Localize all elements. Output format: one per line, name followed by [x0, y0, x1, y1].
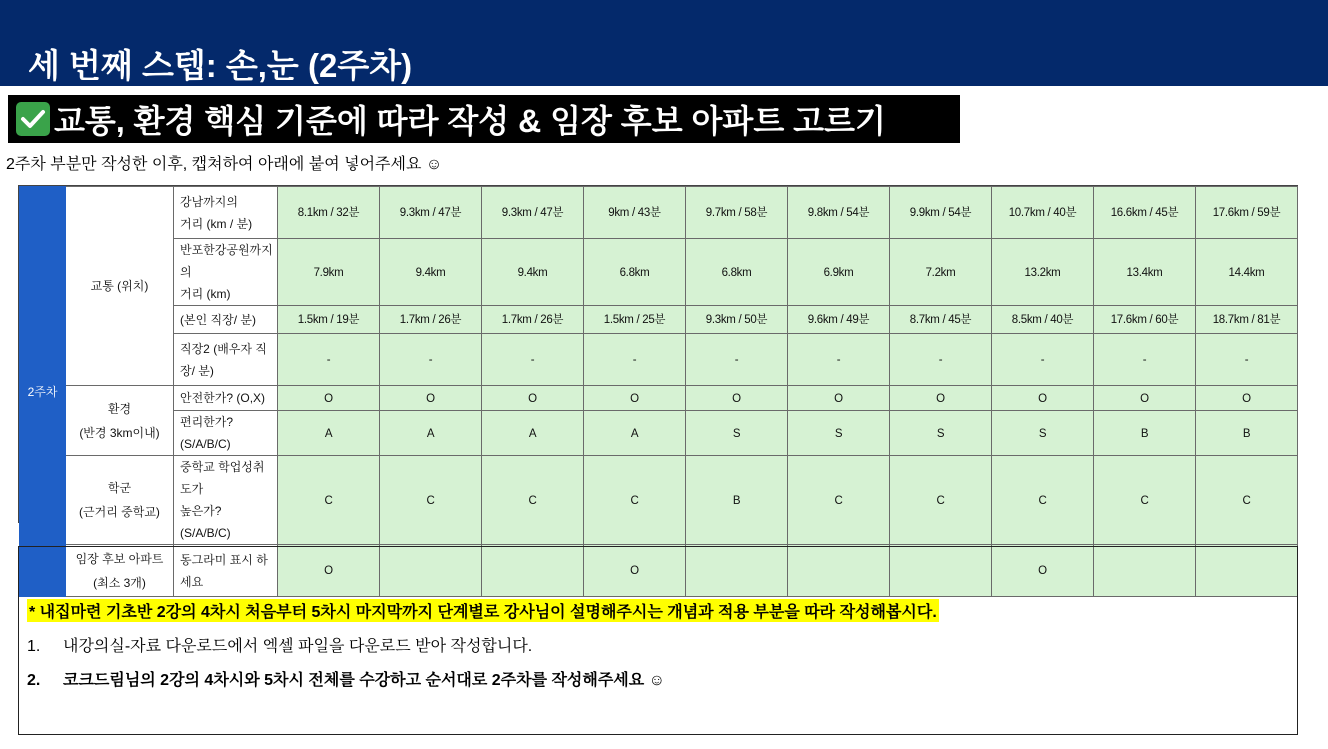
- table-cell: 1.7km / 26분: [482, 306, 584, 334]
- criterion-label: 동그라미 표시 하세요: [174, 545, 278, 597]
- table-cell: O: [1196, 386, 1298, 411]
- list-item: [27, 667, 665, 690]
- table-cell: O: [686, 386, 788, 411]
- table-cell: O: [584, 545, 686, 597]
- table-cell: O: [278, 386, 380, 411]
- table-cell: S: [992, 411, 1094, 456]
- table-cell: 1.7km / 26분: [380, 306, 482, 334]
- table-cell: C: [584, 456, 686, 545]
- table-cell: 8.5km / 40분: [992, 306, 1094, 334]
- table-cell: O: [992, 545, 1094, 597]
- table-cell: A: [584, 411, 686, 456]
- category-school: 학군 (근거리 중학교): [66, 456, 174, 545]
- criterion-label: 반포한강공원까지의 거리 (km): [174, 239, 278, 306]
- table-cell: 6.8km: [686, 239, 788, 306]
- table-cell: 9.4km: [380, 239, 482, 306]
- table-cell: C: [482, 456, 584, 545]
- table-cell: B: [686, 456, 788, 545]
- table-cell: B: [1094, 411, 1196, 456]
- table-cell: 9km / 43분: [584, 187, 686, 239]
- spreadsheet-capture: [18, 185, 1298, 590]
- table-cell: 9.4km: [482, 239, 584, 306]
- table-cell: 14.4km: [1196, 239, 1298, 306]
- table-cell: C: [788, 456, 890, 545]
- table-cell: 16.6km / 45분: [1094, 187, 1196, 239]
- table-cell: 10.7km / 40분: [992, 187, 1094, 239]
- table-cell: S: [788, 411, 890, 456]
- subheading-text: 교통, 환경 핵심 기준에 따라 작성 & 임장 후보 아파트 고르기: [54, 103, 886, 139]
- table-cell: 13.4km: [1094, 239, 1196, 306]
- table-cell: 9.3km / 47분: [380, 187, 482, 239]
- category-environment: 환경 (반경 3km이내): [66, 386, 174, 456]
- table-cell: O: [890, 386, 992, 411]
- criterion-label: 안전한가? (O,X): [174, 386, 278, 411]
- table-cell: 17.6km / 60분: [1094, 306, 1196, 334]
- table-cell: O: [584, 386, 686, 411]
- table-cell: -: [482, 334, 584, 386]
- table-cell: O: [482, 386, 584, 411]
- table-cell: O: [992, 386, 1094, 411]
- table-cell: 7.2km: [890, 239, 992, 306]
- table-cell: -: [380, 334, 482, 386]
- list-number: 2.: [27, 672, 41, 689]
- table-cell: 8.7km / 45분: [890, 306, 992, 334]
- table-cell: -: [686, 334, 788, 386]
- table-row: [20, 411, 1298, 456]
- table-cell: -: [788, 334, 890, 386]
- table-row: [20, 306, 1298, 334]
- table-cell: 9.3km / 47분: [482, 187, 584, 239]
- table-cell: 9.7km / 58분: [686, 187, 788, 239]
- table-row: [20, 334, 1298, 386]
- table-row: [20, 187, 1298, 239]
- table-cell: 9.8km / 54분: [788, 187, 890, 239]
- table-cell: 8.1km / 32분: [278, 187, 380, 239]
- table-cell: A: [278, 411, 380, 456]
- table-cell: 7.9km: [278, 239, 380, 306]
- table-cell: C: [890, 456, 992, 545]
- highlighted-note: * 내집마련 기초반 2강의 4차시 처음부터 5차시 마지막까지 단계별로 강사님이 설명해주시는 개념과 적용 부분을 따라 작성해봅시다.: [27, 599, 939, 622]
- table-cell: -: [278, 334, 380, 386]
- criterion-label: 편리한가? (S/A/B/C): [174, 411, 278, 456]
- table-cell: 1.5km / 19분: [278, 306, 380, 334]
- table-cell: S: [890, 411, 992, 456]
- table-cell: 1.5km / 25분: [584, 306, 686, 334]
- table-cell: 9.6km / 49분: [788, 306, 890, 334]
- table-cell: -: [890, 334, 992, 386]
- checkmark-icon: [16, 102, 50, 136]
- table-cell: -: [1094, 334, 1196, 386]
- category-candidate: 임장 후보 아파트 (최소 3개): [66, 545, 174, 597]
- table-row: [20, 456, 1298, 545]
- page-title: 세 번째 스텝: 손,눈 (2주차): [28, 47, 413, 84]
- criterion-label: 직장2 (배우자 직장/ 분): [174, 334, 278, 386]
- table-cell: 9.3km / 50분: [686, 306, 788, 334]
- instruction-text: 2주차 부분만 작성한 이후, 캡쳐하여 아래에 붙여 넣어주세요 ☺: [6, 156, 443, 173]
- table-cell: 18.7km / 81분: [1196, 306, 1298, 334]
- list-number: 1.: [27, 638, 41, 655]
- table-cell: O: [380, 386, 482, 411]
- table-cell: 9.9km / 54분: [890, 187, 992, 239]
- table-cell: 6.9km: [788, 239, 890, 306]
- table-cell: S: [686, 411, 788, 456]
- notes-box: [18, 546, 1298, 735]
- table-cell: B: [1196, 411, 1298, 456]
- title-bar: [0, 0, 1328, 86]
- table-cell: 17.6km / 59분: [1196, 187, 1298, 239]
- table-cell: O: [1094, 386, 1196, 411]
- table-cell: O: [788, 386, 890, 411]
- list-item-text: 코크드림님의 2강의 4차시와 5차시 전체를 수강하고 순서대로 2주차를 작성해주세요 ☺: [63, 672, 665, 689]
- week-label: 2주차: [20, 187, 66, 597]
- table-row: [20, 239, 1298, 306]
- table-cell: C: [992, 456, 1094, 545]
- table-cell: C: [1094, 456, 1196, 545]
- table-cell: 6.8km: [584, 239, 686, 306]
- table-cell: A: [380, 411, 482, 456]
- subheading-banner: [8, 95, 960, 143]
- table-cell: A: [482, 411, 584, 456]
- criterion-label: 강남까지의 거리 (km / 분): [174, 187, 278, 239]
- list-item-text: 내강의실-자료 다운로드에서 엑셀 파일을 다운로드 받아 작성합니다.: [63, 638, 533, 655]
- table-cell: -: [992, 334, 1094, 386]
- table-row: [20, 386, 1298, 411]
- table-cell: C: [1196, 456, 1298, 545]
- table-cell: -: [584, 334, 686, 386]
- table-cell: -: [1196, 334, 1298, 386]
- table-cell: O: [278, 545, 380, 597]
- table-cell: 13.2km: [992, 239, 1094, 306]
- criteria-table: [19, 186, 1298, 597]
- table-cell: C: [278, 456, 380, 545]
- table-cell: C: [380, 456, 482, 545]
- criterion-label: (본인 직장/ 분): [174, 306, 278, 334]
- list-item: [27, 633, 532, 656]
- criterion-label: 중학교 학업성취도가 높은가? (S/A/B/C): [174, 456, 278, 545]
- category-traffic: 교통 (위치): [66, 187, 174, 386]
